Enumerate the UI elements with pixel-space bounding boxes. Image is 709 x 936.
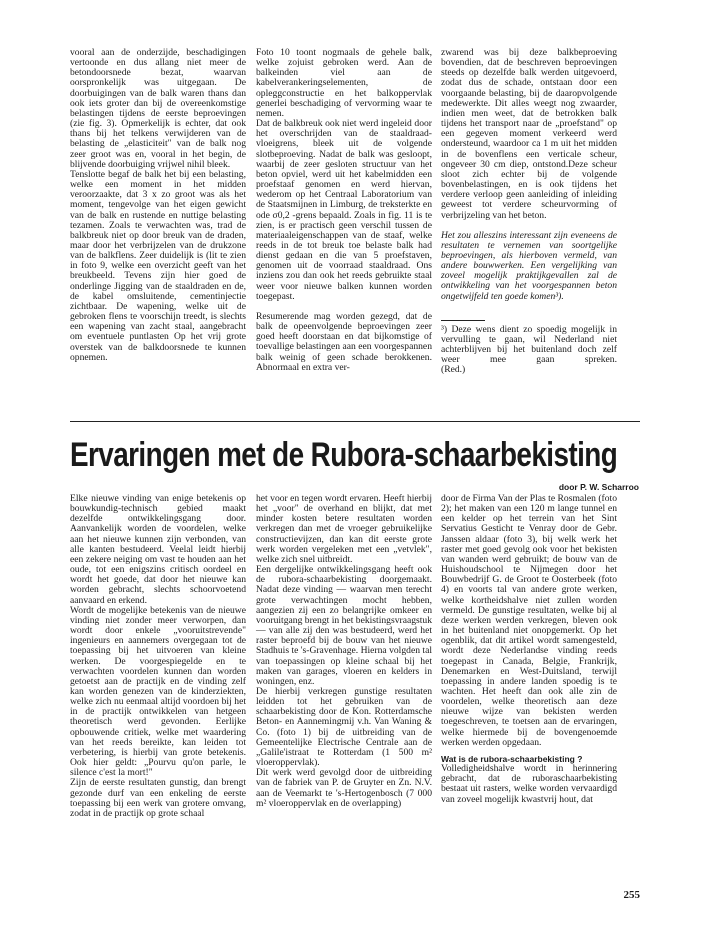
footnote: ³) Deze wens dient zo spoedig mogelijk in vervulling te gaan, wil Nederland niet achterblijven bij het buitenland doch zelf weer mee gaan spreken. (Red.)	[441, 323, 709, 376]
paragraph: Elke nieuwe vinding van enige betekenis op bouwkundig-technisch gebied maakt dezelfde ontwikkelingsgang door. Aanvankelijk worden de voordelen, welke aan het nieuwe kunnen zijn verbonden, van alle kanten bestudeerd. Veelal leidt hierbij een zekere neiging om vast te houden aan het oude, tot een enigszins critisch oordeel en wordt het goede, dat door het nieuwe kan worden gebracht, slechts schoorvoetend aanvaard en erkend.	[70, 493, 246, 606]
paragraph: Resumerende mag worden gezegd, dat de balk de opeenvolgende beproevingen zeer goed heeft doorstaan en dat bijkomstige of toevallige belastingen aan een voorgespannen balk weinig of geen schade berokkenen. Abnormaal en extra ver-	[256, 310, 432, 373]
paragraph: Tenslotte begaf de balk het bij een belasting, welke een moment in het midden veroorzaakte, dat 3 x zo groot was als het moment, tengevolge van het eigen gewicht van de balk en rustende en nuttige belasting tezamen. Zoals te verwachten was, trad de balkbreuk niet op door breuk van de draden, maar door het verbrijzelen van de drukzone van de balkflens. Zeer duidelijk is (lit te zien in foto 9, welke een overzicht geeft van het breukbeeld. Tevens zijn hier goed de onderlinge Jigging van de staaldraden en de, de kabel omsluitende, cementinjectie zichtbaar. De wapening, welke uit de gebroken flens te voorschijn treedt, is slechts een wapening van zacht staal, aangebracht om eventuele puntlasten Op het vrij grote overstek van de balkdoorsnede te kunnen opnemen.	[70, 168, 246, 363]
top-column-1	[70, 48, 246, 363]
page-number: 255	[623, 889, 640, 901]
paragraph: De hierbij verkregen gunstige resultaten leidden tot het gebruiken van de schaarbekisting door de Kon. Rotterdamsche Beton- en Aannemingmij v.h. Van Waning & Co. (foto 1) bij de uitbreiding van de Gemeentelijke Electrische Centrale aan de „Galile'istraat te Rotterdam (1 500 m² vloeroppervlak).	[256, 685, 432, 769]
section-divider	[70, 421, 640, 422]
paragraph: Een dergelijke ontwikkelingsgang heeft ook de rubora-schaarbekisting doorgemaakt. Nadat deze vinding — waarvan men terecht grote verwachtingen mocht hebben, aangezien zij een zo belangrijke omkeer en vooruitgang brengt in het bekistingsvraagstuk — van alle zij den was bestudeerd, werd het raster beproefd bij de bouw van het nieuwe Stadhuis te 's-Gravenhage. Hierna volgden tal van toepassingen op kleine schaal bij het maken van garages, vloeren en kelders in woningen, enz.	[256, 564, 432, 687]
top-column-2	[256, 48, 432, 373]
footnote-divider	[441, 320, 485, 321]
article-column-2	[256, 494, 432, 809]
top-column-3	[441, 47, 709, 376]
paragraph: Volledigheidshalve wordt in herinnering gebracht, dat de ruboraschaarbekisting bestaat uit rasters, welke worden vervaardigd van zoveel mogelijk kwastvrij hout, dat	[441, 763, 617, 805]
article-column-1	[70, 494, 246, 819]
article-byline: door P. W. Scharroo	[558, 482, 639, 492]
section-subheading: Wat is de rubora-schaarbekisting ?	[441, 753, 583, 764]
paragraph: Wordt de mogelijke betekenis van de nieuwe vinding niet zonder meer verworpen, dan wordt door enkele „vooruitstrevende" ingenieurs en aannemers overgegaan tot de toepassing bij het uitvoeren van kleine werken. De voorgespiegelde en te verwachten voordelen kunnen dan worden getoetst aan de practijk en de vinding zelf kan worden genezen van de kinderziekten, welke zich nu eenmaal altijd voordoen bij het in de practijk ontwikkelen van hetgeen theoretisch werd gevonden. Eerlijke opbouwende critiek, welke met waardering van het reeds bereikte, kan leiden tot verbetering, is hierbij van grote betekenis. Ook hier geldt: „Pourvu qu'on parle, le silence c'est la mort!"	[70, 604, 246, 779]
paragraph: Dat de balkbreuk ook niet werd ingeleid door het overschrijden van de staaldraad-vloeigrens, bleek uit de volgende slotbeproeving. Nadat de balk was gesloopt, waarbij de zeer gesloten structuur van het beton opviel, werd uit het kabelmidden een proefstaaf genomen en werd hiervan, wederom op het Centraal Laboratorium van de Staatsmijnen in Limburg, de treksterkte en ode σ0,2 -grens bepaald. Zoals in fig. 11 is te zien, is er practisch geen verschil tussen de materiaaleigenschappen van de staaf, welke reeds in de tot breuk toe belaste balk had dienst gedaan en die van 5 proefstaven, genomen uit de voorraad staaldraad. Ons inziens zou dan ook het reeds gebruikte staal weer voor nieuwe balken kunnen worden toegepast.	[256, 118, 432, 302]
editorial-remark: Het zou alleszins interessant zijn eveneens de resultaten te vernemen van soortgelijke beproevingen, als hierboven vermeld, van andere bouwwerken. Een vergelijking van zoveel mogelijk praktijkgevallen zal de ontwikkeling van het voorgespannen beton ongetwijfeld ten goede komen³).	[441, 229, 617, 302]
paragraph: Dit werk werd gevolgd door de uitbreiding van de fabriek van P. de Gruyter en Zn. N.V. aan de Veemarkt te 's-Hertogenbosch (7 000 m² vloeroppervlak en de overlapping)	[256, 767, 432, 809]
paragraph: Zijn de eerste resultaten gunstig, dan brengt gezonde durf van een enkeling de eerste toepassing bij een werk van grotere omvang, zodat in de practijk op grote schaal	[70, 777, 246, 819]
paragraph: zwarend was bij deze balkbeproeving bovendien, dat de beschreven beproevingen steeds op dezelfde balk werden uitgevoerd, zodat dus de schade, ontstaan door een voorgaande belasting, bij de daaropvolgende medewerkte. Dit alles weegt nog zwaarder, indien men weet, dat de betrokken balk tijdens het transport naar de „proefstand" op een gegeven moment verkeerd werd ondersteund, waardoor ca 1 m uit het midden in de bovenflens een verticale scheur, ongeveer 30 cm diep, ontstond.Deze scheur sloot zich echter bij de volgende bovenbelastingen, en is ook tijdens het verdere verloop geen aanleiding of inleiding geweest tot verdere scheurvorming of verbrijzeling van het beton.	[441, 47, 617, 221]
paragraph: door de Firma Van der Plas te Rosmalen (foto 2); het maken van een 120 m lange tunnel en een kelder op het terrein van het Sint Servatius Gesticht te Venray door de Gebr. Janssen aldaar (foto 3), bij welk werk het raster met goed gevolg ook voor het bekisten van wanden werd gebruikt; de bouw van de Huishoudschool te Nijmegen door het Bouwbedrijf G. de Groot te Oosterbeek (foto 4) en voorts tal van andere grote werken, welke kortheidshalve niet zullen worden vermeld. De gunstige resultaten, welke bij al deze werken werden verkregen, bleven ook in het buitenland niet onopgemerkt. Op het ogenblik, dat dit artikel wordt samengesteld, wordt deze Nederlandse vinding reeds toegepast in Canada, Belgie, Frankrijk, Denemarken en West-Duitsland, terwijl toepassing in andere landen spoedig is te wachten. Het heeft dan ook alle zin de voordelen, welke theoretisch aan deze nieuwe wijze van bekisten werden toegeschreven, te toetsen aan de ervaringen, welke hiermede bij de bovengenoemde werken werden opgedaan.	[441, 493, 617, 748]
paragraph: het voor en tegen wordt ervaren. Heeft hierbij het „voor" de overhand en blijkt, dat met minder kosten betere resultaten worden verkregen dan met de vroeger gebruikelijke constructievijzen, dan kan dit eerste grote werk worden vergeleken met een „vetvlek", welke zich snel uitbreidt.	[256, 493, 432, 565]
paragraph: vooral aan de onderzijde, beschadigingen vertoonde en dus allang niet meer de betondoorsnede bezat, waarvan oorspronkelijk was uitgegaan. De doorbuigingen van de balk waren thans dan ook iets groter dan bij de overeenkomstige belastingen tijdens de eerste beproevingen (zie fig. 3). Opmerkelijk is echter, dat ook thans bij het telkens verwijderen van de belasting de „elasticiteit" van de balk nog zeer groot was en, vooral in het begin, de blijvende doorbuiging vrijwel nihil bleek.	[70, 47, 246, 170]
article-column-3	[441, 494, 617, 805]
paragraph: Foto 10 toont nogmaals de gehele balk, welke zojuist gebroken werd. Aan de balkeinden viel aan de kabelverankeringselementen, de opleggconstructie en het balkoppervlak generlei beschadiging of vervorming waar te nemen.	[256, 47, 432, 119]
article-title: Ervaringen met de Rubora-schaarbekisting	[70, 436, 618, 474]
